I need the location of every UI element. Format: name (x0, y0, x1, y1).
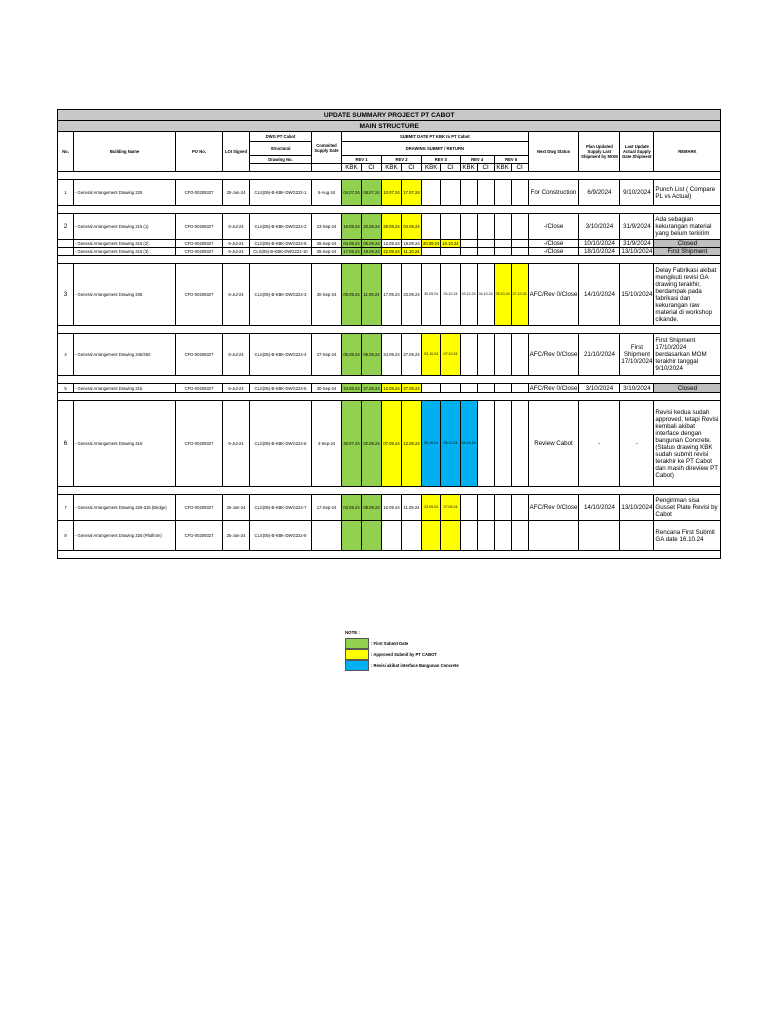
loi-signed: 5-Jul-24 (223, 240, 250, 248)
legend-swatch-blue (345, 660, 369, 671)
date-cell: 09.09.24 (362, 334, 382, 376)
date-cell: 04.10.24 (477, 264, 494, 326)
spacer-row (58, 487, 721, 495)
col-loi: LOI Signed (223, 132, 250, 172)
date-cell (477, 214, 494, 240)
date-cell: 17.07.24 (402, 180, 422, 206)
remark: Ada sebagian kekurangan material yang belum terkirim (654, 214, 721, 240)
legend-first-submit: : First Submit Date (371, 641, 409, 646)
legend-approved: : Approved Submit by PT CABOT (371, 652, 437, 657)
next-status: -/Close (528, 214, 579, 240)
spacer-row (58, 206, 721, 214)
loi-signed: 5-Jul-24 (223, 264, 250, 326)
date-cell (477, 384, 494, 393)
date-cell: 03.10.24 (460, 264, 477, 326)
date-cell: 11.09.24 (362, 264, 382, 326)
date-cell (460, 521, 477, 551)
row-no: 2 (58, 214, 74, 240)
legend-swatch-yellow (345, 649, 369, 660)
date-cell: 07.10.24 (511, 264, 528, 326)
date-cell: 27.09.24 (403, 385, 420, 391)
date-cell: 08.07.24 (362, 180, 382, 206)
col-rev3: REV 3 (422, 156, 461, 164)
next-status: -/Close (528, 248, 579, 256)
committed-date (312, 521, 342, 551)
committed-date: 30-Sep-24 (312, 264, 342, 326)
date-cell: 04.09.24 (343, 241, 360, 246)
date-cell (477, 180, 494, 206)
col-drawing-submit: DRAWING SUBMIT / RETURN (342, 142, 529, 156)
date-cell (494, 240, 511, 248)
col-building: Building Name (74, 132, 176, 172)
col-plan: Plan Updated Supply Last Shipment by MOM (579, 132, 620, 172)
remark: Punch List ( Compare PL vs Actual) (654, 180, 721, 206)
sheet-title: UPDATE SUMMARY PROJECT PT CABOT (58, 110, 721, 121)
summary-table (57, 109, 721, 559)
ci-label: CI (362, 164, 382, 172)
date-cell (460, 248, 477, 256)
loi-signed: 5-Jul-24 (223, 248, 250, 256)
col-last: Last Update Actual Supply Date Shipment (620, 132, 654, 172)
loi-signed: 5-Jul-24 (223, 401, 250, 487)
table-row (58, 180, 721, 206)
plan-date: 3/10/2024 (579, 384, 620, 393)
date-cell (511, 384, 528, 393)
next-status: Review Cabot (528, 401, 579, 487)
date-cell (460, 240, 477, 248)
committed-date: 30-Sep-24 (312, 384, 342, 393)
committed-date: 5-Aug-24 (312, 180, 342, 206)
row-no: 6 (58, 401, 74, 487)
last-date: 31/9/2024 (620, 240, 654, 248)
next-status: AFC/Rev 0/Close (528, 334, 579, 376)
next-status: -/Close (528, 240, 579, 248)
date-cell: 23.09.24 (402, 264, 422, 326)
building-name: - General Arrangement Drawing 315 (1) (74, 214, 176, 240)
date-cell: 17.09.24 (382, 264, 402, 326)
date-cell: 17.09.24 (343, 249, 360, 254)
committed-date: 23-Sep-24 (312, 214, 342, 240)
last-date: First Shipment 17/10/2024 (620, 334, 654, 376)
row-no: 5 (58, 384, 74, 393)
po-no: CFO-00209327 (176, 495, 223, 521)
note-label: NOTE : (345, 630, 360, 635)
date-cell: 05.10.24 (422, 401, 441, 487)
col-dwg-group: DWG PT Cabot (250, 132, 312, 142)
date-cell: 19.08.24 (342, 214, 362, 240)
date-cell (494, 521, 511, 551)
date-cell: 13.09.24 (383, 241, 400, 246)
date-cell (494, 495, 511, 521)
date-cell: 30.07.24 (342, 401, 362, 487)
last-date: - (620, 401, 654, 487)
date-cell (511, 248, 528, 256)
building-name: - General Arrangement Drawing 335 (74, 264, 176, 326)
date-cell: 20.08.24 (362, 214, 382, 240)
date-cell (382, 521, 402, 551)
table-row (58, 401, 721, 487)
date-cell: 23.09.24 (422, 495, 441, 521)
date-cell: 10.07.24 (382, 180, 402, 206)
committed-date: 4-Sep-24 (312, 401, 342, 487)
date-cell (511, 495, 528, 521)
next-status: AFC/Rev 0/Close (528, 495, 579, 521)
row-no: 8 (58, 521, 74, 551)
date-cell: 03.10.24 (422, 334, 441, 376)
date-cell (460, 334, 477, 376)
table-row (58, 384, 721, 393)
date-cell: 04.09.24 (402, 214, 422, 240)
table-row (58, 248, 721, 256)
date-cell: 05.10.24 (494, 264, 511, 326)
po-no: CFO-00209327 (176, 384, 223, 393)
drawing-no: CLS(05)-B-KBK-DWG222-1 (250, 180, 312, 206)
date-cell (422, 521, 441, 551)
loi-signed: 25-Jun-24 (223, 495, 250, 521)
remark: Rencana First Submit GA date 16.10.24 (654, 521, 721, 551)
col-remark: REMARK (654, 132, 721, 172)
table-row (58, 264, 721, 326)
date-cell (511, 401, 528, 487)
next-status: For Construction (528, 180, 579, 206)
ci-label: CI (511, 164, 528, 172)
drawing-no: CLS(05)-B-KBK-DWG222-6 (250, 401, 312, 487)
date-cell: 12.08.24 (402, 401, 422, 487)
committed-date: 27-Sep-24 (312, 334, 342, 376)
plan-date: 10/10/2024 (579, 240, 620, 248)
plan-date: 21/10/2024 (579, 334, 620, 376)
spacer-row (58, 326, 721, 334)
date-cell (511, 214, 528, 240)
building-name: - General Arrangement Drawing 345/450 (74, 334, 176, 376)
remark: Closed (654, 240, 721, 248)
col-committed: Commited Supply Date (312, 132, 342, 164)
plan-date (579, 521, 620, 551)
col-structural: Structural (250, 142, 312, 156)
last-date: 13/10/2024 (620, 495, 654, 521)
date-cell: 10.09.24 (382, 495, 402, 521)
kbk-label: KBK (494, 164, 511, 172)
drawing-no: CLS(05)-B-KBK-DWG222-4 (250, 334, 312, 376)
date-cell: 18.09.24 (403, 241, 420, 246)
date-cell: 07.10.24 (441, 334, 460, 376)
date-cell: 09.09.24 (362, 495, 382, 521)
committed-date: 26-Sep-24 (312, 240, 342, 248)
date-cell (342, 521, 362, 551)
table-row (58, 334, 721, 376)
drawing-no: CLS(05)-B-KBK-DWG222-5 (250, 384, 312, 393)
date-cell: 10.10.24 (442, 241, 459, 246)
date-cell (494, 401, 511, 487)
date-cell (511, 521, 528, 551)
building-name: - General Arrangement Drawing 325 (74, 180, 176, 206)
col-no: No. (58, 132, 74, 172)
building-name: - General Arrangement Drawing 315 (3) (74, 248, 176, 256)
row-no (58, 240, 74, 248)
date-cell: 05.09.24 (342, 334, 362, 376)
date-cell: 27.09.24 (402, 334, 422, 376)
kbk-label: KBK (422, 164, 441, 172)
date-cell: 11.09.24 (402, 495, 422, 521)
last-date: 13/10/2024 (621, 248, 653, 255)
legend-revisi: : Revisi akibat interface Bangunan Concrete (371, 663, 459, 668)
plan-date: - (579, 401, 620, 487)
drawing-no: CLS(05)-B-KBK-DWG222-3 (250, 264, 312, 326)
building-name: - General Arrangement Drawing 325-315 (Bridge) (74, 495, 176, 521)
table-row (58, 521, 721, 551)
blank-cell (312, 164, 342, 172)
next-status: AFC/Rev 0/Close (529, 384, 578, 392)
date-cell: 27.09.24 (441, 495, 460, 521)
ci-label: CI (477, 164, 494, 172)
plan-date: 18/10/2024 (579, 248, 620, 256)
date-cell: 09.09.24 (342, 264, 362, 326)
plan-date: 6/9/2024 (579, 180, 620, 206)
committed-date: 25-Sep-24 (312, 248, 342, 256)
date-cell (422, 248, 441, 256)
loi-signed: 25-Jun-24 (223, 180, 250, 206)
drawing-no: CLS(05)-B-KBK-DWG222-8 (250, 240, 312, 248)
building-name: - General Arrangement Drawing 316 (74, 401, 176, 487)
po-no: CFO-00209327 (176, 401, 223, 487)
ci-label: CI (402, 164, 422, 172)
table-row (58, 214, 721, 240)
date-cell: 04.10.24 (460, 401, 477, 487)
date-cell (494, 214, 511, 240)
date-cell (477, 248, 494, 256)
date-cell (441, 384, 460, 393)
date-cell (441, 521, 460, 551)
blank-cell (250, 164, 312, 172)
col-submit-group: SUBMIT DATE PT KBK to PT Cabot (342, 132, 529, 142)
row-no: 4 (58, 334, 74, 376)
date-cell (477, 401, 494, 487)
drawing-no: CLS(05)-B-KBK-DWG222-7 (250, 495, 312, 521)
next-status: AFC/Rev 0/Close (528, 264, 579, 326)
date-cell (460, 180, 477, 206)
date-cell: 04.07.24 (342, 180, 362, 206)
date-cell (422, 214, 441, 240)
loi-signed: 5-Jul-24 (223, 214, 250, 240)
date-cell (477, 521, 494, 551)
col-rev5: REV 5 (494, 156, 528, 164)
date-cell: 19.09.24 (363, 249, 380, 254)
date-cell (422, 180, 441, 206)
committed-date: 17-Sep-24 (312, 495, 342, 521)
date-cell (441, 248, 460, 256)
col-po: PO No. (176, 132, 223, 172)
last-date: 9/10/2024 (620, 180, 654, 206)
last-date: 3/10/2024 (620, 384, 654, 393)
row-no: 7 (58, 495, 74, 521)
row-no: 1 (58, 180, 74, 206)
date-cell (494, 248, 511, 256)
date-cell: 05.10.24 (441, 401, 460, 487)
date-cell: 02.08.24 (362, 401, 382, 487)
col-rev4: REV 4 (460, 156, 494, 164)
remark: First Shipment (654, 248, 721, 256)
plan-date: 14/10/2024 (579, 495, 620, 521)
date-cell: 30.09.24 (422, 264, 441, 326)
kbk-label: KBK (460, 164, 477, 172)
po-no: CFO-00209327 (176, 521, 223, 551)
next-status (528, 521, 579, 551)
date-cell (460, 384, 477, 393)
date-cell (362, 521, 382, 551)
remark: First Shipment 17/10/2024 berdasarkan MOM terakhir tanggal 9/10/2024 (654, 334, 721, 376)
date-cell: 22.09.24 (383, 249, 400, 254)
col-rev1: REV 1 (342, 156, 382, 164)
row-no: 3 (58, 264, 74, 326)
date-cell: 13.09.24 (383, 385, 400, 391)
date-cell (441, 214, 460, 240)
table-row (58, 495, 721, 521)
date-cell: 23.08.24 (343, 385, 360, 391)
building-name: - General Arrangement Drawing 315 (74, 384, 176, 393)
drawing-no: CLS(05)-B-KBK-DWG222-8 (250, 521, 312, 551)
kbk-label: KBK (342, 164, 362, 172)
loi-signed: 5-Jul-24 (223, 334, 250, 376)
date-cell (460, 495, 477, 521)
date-cell: 11.10.24 (403, 249, 420, 254)
building-name: - General Arrangement Drawing 325 (Platfrom) (74, 521, 176, 551)
date-cell (460, 214, 477, 240)
date-cell (477, 334, 494, 376)
legend-swatch-green (345, 638, 369, 649)
date-cell: 20.09.24 (423, 241, 440, 246)
remark: Delay Fabrikasi akibat mengikuti revisi GA drawing terakhir, berdampak pada fabrikasi dan kekurangan raw material di workshop cikande. (654, 264, 721, 326)
remark: Pengiriman sisa Gusset Plate Revisi by Cabot (654, 495, 721, 521)
drawing-no: CLS(05)-B-KBK-DWG222-10 (250, 248, 312, 256)
date-cell (511, 240, 528, 248)
sheet-subtitle: MAIN STRUCTURE (58, 121, 721, 132)
date-cell (494, 334, 511, 376)
plan-date: 3/10/2024 (579, 214, 620, 240)
po-no: CFO-00209327 (176, 264, 223, 326)
date-cell (494, 384, 511, 393)
col-rev2: REV 2 (382, 156, 422, 164)
date-cell: 05.09.24 (363, 241, 380, 246)
date-cell: 24.09.24 (382, 334, 402, 376)
date-cell (511, 334, 528, 376)
spacer-row (58, 172, 721, 180)
loi-signed: 25-Jun-24 (223, 521, 250, 551)
date-cell (441, 180, 460, 206)
ci-label: CI (441, 164, 460, 172)
po-no: CFO-00209327 (176, 240, 223, 248)
col-drawing-no: Drawing No. (250, 156, 312, 164)
spacer-row (58, 551, 721, 559)
date-cell: 03.09.24 (342, 495, 362, 521)
last-date: 15/10/2024 (620, 264, 654, 326)
date-cell: 27.08.24 (363, 385, 380, 391)
last-date: 31/9/2024 (620, 214, 654, 240)
plan-date: 14/10/2024 (579, 264, 620, 326)
po-no: CFO-00209327 (176, 180, 223, 206)
po-no: CFO-00209327 (176, 334, 223, 376)
date-cell: 03.10.24 (441, 264, 460, 326)
col-next-status: Next Dwg Status (528, 132, 579, 172)
remark: Revisi kedua sudah approved, tetapi Revisi kembali akibat interface dengan bangunan Concrete. (Status drawing KBK sudah submit revisi terakhir ke PT Cabot dan masih direview PT Cabot) (654, 401, 721, 487)
date-cell (477, 495, 494, 521)
remark: Closed (654, 384, 721, 393)
drawing-no: CLS(05)-B-KBK-DWG222-2 (250, 214, 312, 240)
spacer-row (58, 393, 721, 401)
spacer-row (58, 256, 721, 264)
date-cell (422, 384, 441, 393)
row-no (58, 248, 74, 256)
po-no: CFO-00209327 (176, 248, 223, 256)
date-cell (402, 521, 422, 551)
building-name: - General Arrangement Drawing 315 (2) (74, 240, 176, 248)
kbk-label: KBK (382, 164, 402, 172)
spacer-row (58, 376, 721, 384)
date-cell (494, 180, 511, 206)
loi-signed: 5-Jul-24 (223, 384, 250, 393)
last-date (620, 521, 654, 551)
po-no: CFO-00209327 (176, 214, 223, 240)
table-row (58, 240, 721, 248)
date-cell (477, 240, 494, 248)
date-cell: 29.08.24 (382, 214, 402, 240)
date-cell: 07.08.24 (382, 401, 402, 487)
date-cell (511, 180, 528, 206)
